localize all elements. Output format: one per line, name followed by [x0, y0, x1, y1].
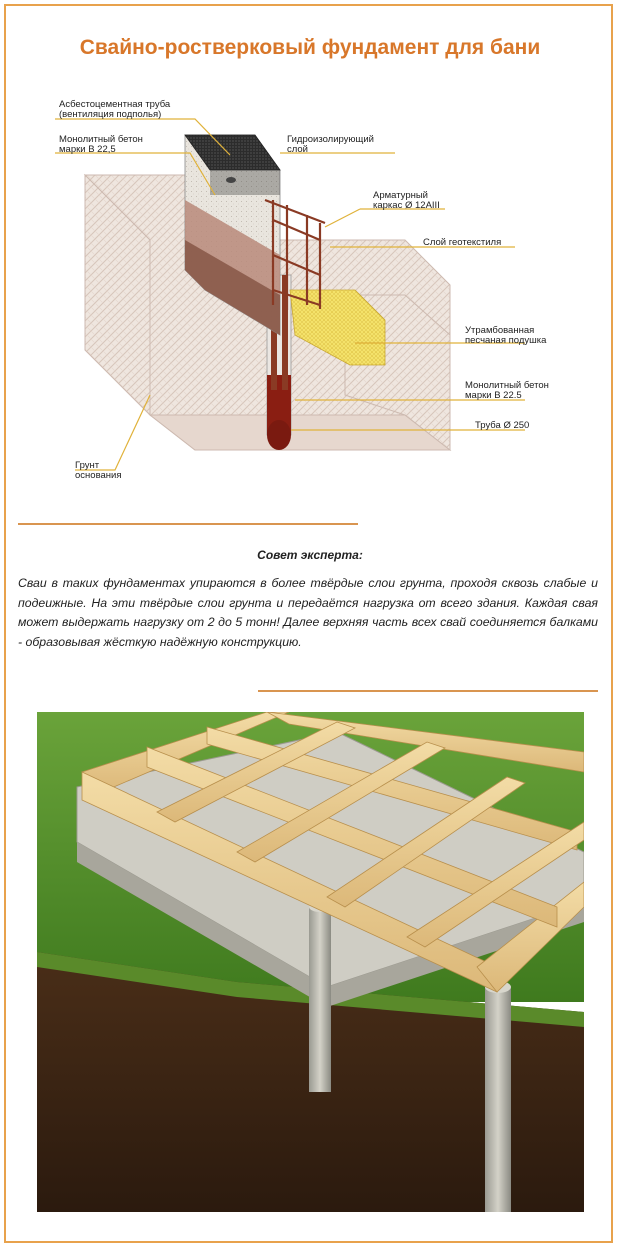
label-asbestos-pipe-1: Асбестоцементная труба: [59, 99, 171, 110]
page-title: Свайно-ростверковый фундамент для бани: [79, 36, 541, 59]
foundation-diagram: [55, 95, 585, 515]
label-waterproof-1: Гидроизолирующий: [287, 134, 374, 145]
label-pipe: Труба Ø 250: [475, 420, 530, 431]
label-rebar-1: Арматурный: [373, 190, 428, 201]
label-concrete-bottom-1: Монолитный бетон: [465, 380, 549, 391]
illustration-svg: [37, 712, 584, 1212]
label-geotextile: Слой геотекстиля: [423, 237, 502, 248]
label-sand-1: Утрамбованная: [465, 325, 535, 336]
diagram-svg: [55, 95, 585, 515]
label-soil-2: основания: [75, 470, 122, 481]
divider-top: [18, 523, 358, 525]
label-waterproof-2: слой: [287, 144, 308, 155]
label-concrete-top-1: Монолитный бетон: [59, 134, 143, 145]
label-concrete-top-2: марки В 22,5: [59, 144, 116, 155]
label-sand-2: песчаная подушка: [465, 335, 547, 346]
label-soil-1: Грунт: [75, 460, 100, 471]
foundation-illustration: [37, 712, 584, 1212]
expert-tip-title: Совет эксперта:: [257, 548, 363, 562]
label-asbestos-pipe-2: (вентиляция подполья): [59, 109, 162, 120]
label-concrete-bottom-2: марки В 22.5: [465, 390, 522, 401]
label-rebar-2: каркас Ø 12АIII: [373, 200, 440, 211]
expert-tip-text: Сваи в таких фундаментах упираются в более твёрдые слои грунта, проходя сквозь слабые и подеижные. На эти твёрдые слои грунта и передаётся нагрузка от всего здания. Каждая свая может выдержать нагрузку от 2 до 5 тонн! Далее верхняя часть всех свай соединяется балками - образовывая жёсткую надёжную конструкцию.: [18, 576, 598, 649]
divider-bottom: [258, 690, 598, 692]
